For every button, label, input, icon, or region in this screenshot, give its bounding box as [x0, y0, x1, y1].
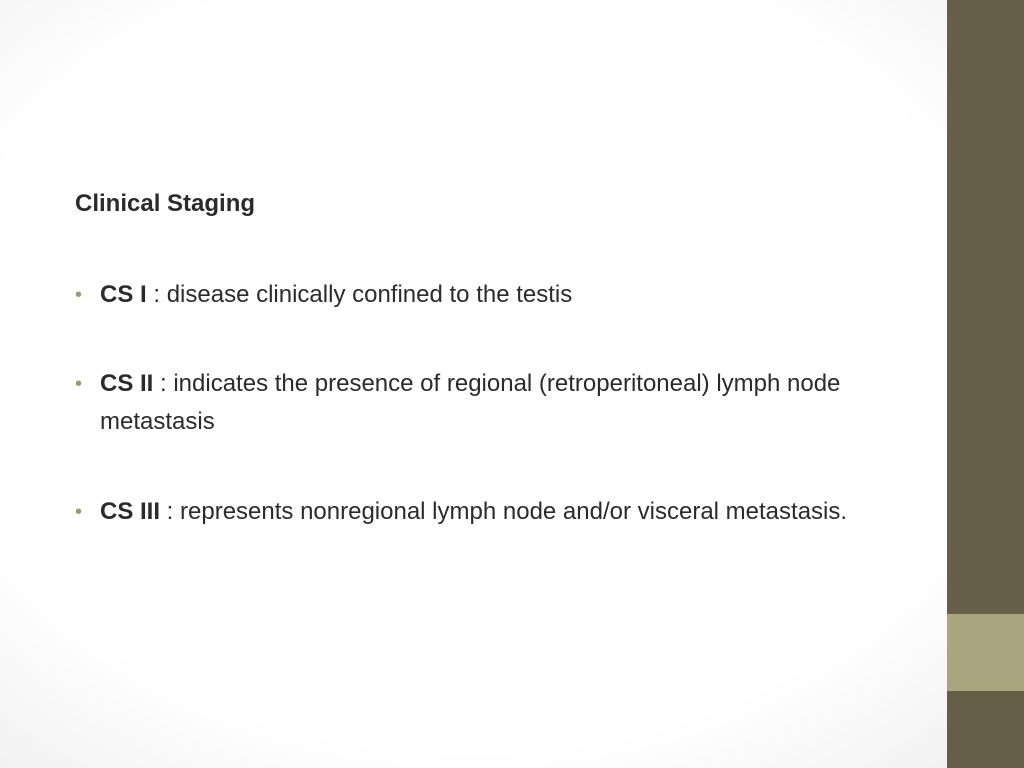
bullet-item-cs-iii: [75, 493, 875, 531]
bullet-term: CS I: [100, 281, 147, 308]
decorative-sidebar: [947, 0, 1024, 768]
bullet-glyph: •: [75, 501, 83, 523]
bullet-item-cs-i: [75, 276, 875, 314]
bullet-description: : represents nonregional lymph node and/or visceral metastasis.: [160, 498, 848, 525]
bullet-glyph: •: [75, 373, 83, 395]
bullet-term: CS III: [100, 498, 161, 525]
bullet-description: : indicates the presence of regional (retroperitoneal) lymph node metastasis: [100, 370, 841, 435]
bullet-text: [100, 493, 875, 531]
bullet-item-cs-ii: [75, 365, 875, 441]
bullet-description: : disease clinically confined to the testis: [146, 281, 573, 308]
sidebar-accent-block: [947, 614, 1024, 691]
bullet-text: [100, 365, 875, 441]
bullet-term: CS II: [100, 370, 154, 397]
slide-heading: Clinical Staging: [75, 190, 256, 217]
bullet-glyph: •: [75, 284, 83, 306]
bullet-text: [100, 276, 875, 314]
